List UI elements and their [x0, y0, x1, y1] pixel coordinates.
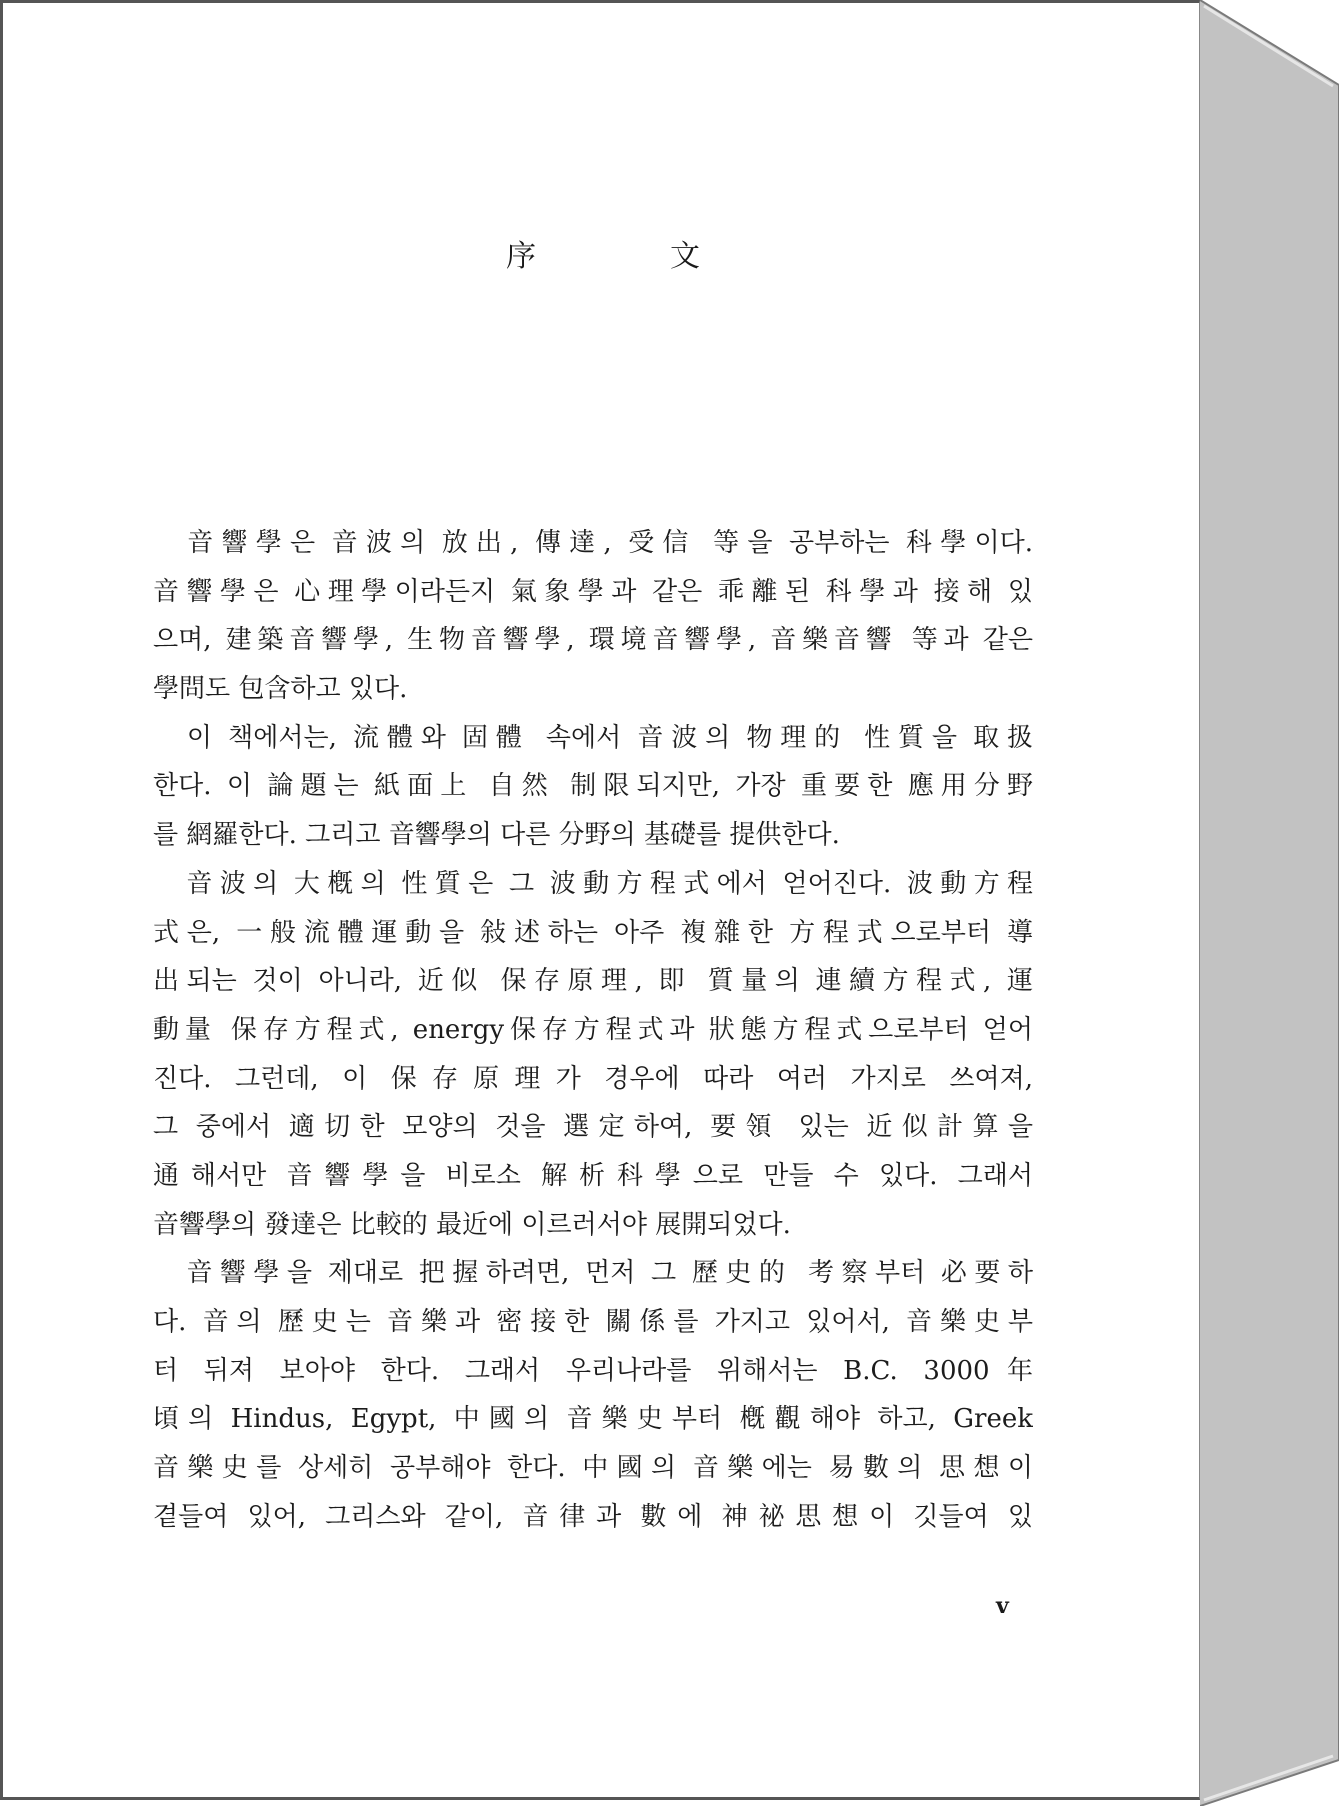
- text-line: 音響學은 音波의 放出, 傳達, 受信 等을 공부하는 科學이다.: [153, 528, 1033, 558]
- page-title: 序 文: [506, 239, 752, 274]
- page-number: v: [996, 1593, 1009, 1619]
- text-line: 으며, 建築音響學, 生物音響學, 環境音響學, 音樂音響 等과 같은: [153, 625, 1033, 656]
- text-line: 를 網羅한다. 그리고 音響學의 다른 分野의 基礎를 提供한다.: [153, 820, 840, 851]
- text-line: 式은, 一般流體運動을 敍述하는 아주 複雜한 方程式으로부터 導: [153, 917, 1033, 948]
- text-line: 音響學을 제대로 把握하려면, 먼저 그 歷史的 考察부터 必要하: [153, 1258, 1033, 1289]
- text-line: 音響學의 發達은 比較的 最近에 이르러서야 展開되었다.: [153, 1209, 791, 1240]
- text-line: 이 책에서는, 流體와 固體 속에서 音波의 物理的 性質을 取扱: [153, 722, 1033, 753]
- text-line: 通해서만 音響學을 비로소 解析科學으로 만들 수 있다. 그래서: [153, 1160, 1033, 1191]
- text-line: 터 뒤져 보아야 한다. 그래서 우리나라를 위해서는 B.C. 3000年: [153, 1355, 1033, 1386]
- text-line: 곁들여 있어, 그리스와 같이, 音律과 數에 神祕思想이 깃들여 있: [153, 1501, 1033, 1532]
- text-line: 動量 保存方程式, energy保存方程式과 狀態方程式으로부터 얻어: [153, 1014, 1033, 1045]
- book-page-edges: [1200, 0, 1339, 1806]
- page-body: [153, 519, 1033, 1541]
- text-line: 그 중에서 適切한 모양의 것을 選定하여, 要領 있는 近似計算을: [153, 1112, 1033, 1143]
- text-line: 頃의 Hindus, Egypt, 中國의 音樂史부터 槪觀해야 하고, Greek: [153, 1404, 1033, 1435]
- text-line: 한다. 이 論題는 紙面上 自然 制限되지만, 가장 重要한 應用分野: [153, 771, 1033, 802]
- text-line: 音樂史를 상세히 공부해야 한다. 中國의 音樂에는 易數의 思想이: [153, 1453, 1033, 1484]
- text-line: 音響學은 心理學이라든지 氣象學과 같은 乖離된 科學과 接해 있: [153, 576, 1033, 607]
- text-line: 音波의 大槪의 性質은 그 波動方程式에서 얻어진다. 波動方程: [153, 868, 1033, 899]
- text-line: 出되는 것이 아니라, 近似 保存原理, 即 質量의 連續方程式, 運: [153, 966, 1033, 997]
- page-stack-face: [1200, 0, 1339, 1806]
- text-line: 學問도 包含하고 있다.: [153, 674, 408, 705]
- text-line: 진다. 그런데, 이 保存原理가 경우에 따라 여러 가지로 쓰여져,: [153, 1063, 1033, 1094]
- text-line: 다. 音의 歷史는 音樂과 密接한 關係를 가지고 있어서, 音樂史부: [153, 1307, 1033, 1337]
